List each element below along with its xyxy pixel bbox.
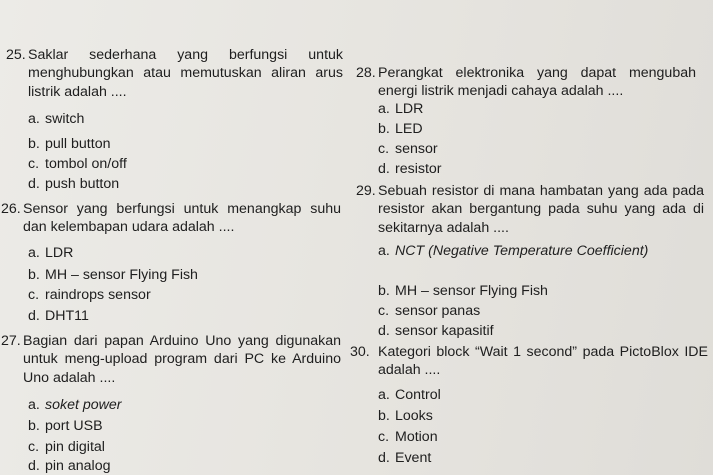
option-28d: d. resistor [378,161,442,177]
option-27d: d. pin analog [28,458,111,474]
option-26a: a. LDR [28,245,74,261]
question-25 [6,46,351,101]
question-stem: Saklar sederhana yang berfungsi untuk menghubungkan atau memutuskan aliran arus listrik adalah .... [28,47,343,100]
option-30c: c. Motion [378,429,438,445]
option-30a: a. Control [378,387,441,403]
question-number: 29. [356,183,376,199]
option-30b: b. Looks [378,408,433,424]
question-30 [350,343,708,380]
question-stem: Perangkat elektronika yang dapat mengubah energi listrik menjadi cahaya adalah .... [378,65,696,100]
question-number: 30. [350,344,370,360]
option-28b: b. LED [378,121,423,137]
question-26 [1,200,346,237]
option-29b: b. MH – sensor Flying Fish [378,283,548,299]
question-stem: Sensor yang berfungsi untuk menangkap suhu dan kelembapan udara adalah .... [23,201,341,236]
question-stem: Bagian dari papan Arduino Uno yang digunakan untuk meng-upload program dari PC ke Arduino Uno adalah .... [23,333,341,386]
option-30d: d. Event [378,450,432,466]
option-25b: b. pull button [28,136,111,152]
question-number: 28. [356,65,376,81]
option-25c: c. tombol on/off [28,156,127,172]
option-29a: a. NCT (Negative Temperature Coefficient) [378,243,649,259]
option-26b: b. MH – sensor Flying Fish [28,267,198,283]
question-number: 25. [6,47,26,63]
question-stem: Kategori block “Wait 1 second” pada PictoBlox IDE adalah .... [378,344,708,379]
option-27b: b. port USB [28,418,103,434]
question-number: 27. [1,333,21,349]
option-25d: d. push button [28,176,120,192]
question-27 [1,332,346,387]
option-26d: d. DHT11 [28,308,89,324]
option-28a: a. LDR [378,101,424,117]
question-stem: Sebuah resistor di mana hambatan yang ada pada resistor akan bergantung pada suhu yang ada di sekitarnya adalah .... [378,183,704,236]
option-29c: c. sensor panas [378,303,481,319]
option-27a: a. soket power [28,397,122,413]
option-28c: c. sensor [378,141,438,157]
option-25a: a. switch [28,111,85,127]
option-26c: c. raindrops sensor [28,287,151,303]
option-27c: c. pin digital [28,439,105,455]
question-29 [356,182,708,237]
question-number: 26. [1,201,21,217]
option-29d: d. sensor kapasitif [378,323,494,339]
question-28 [356,64,708,101]
